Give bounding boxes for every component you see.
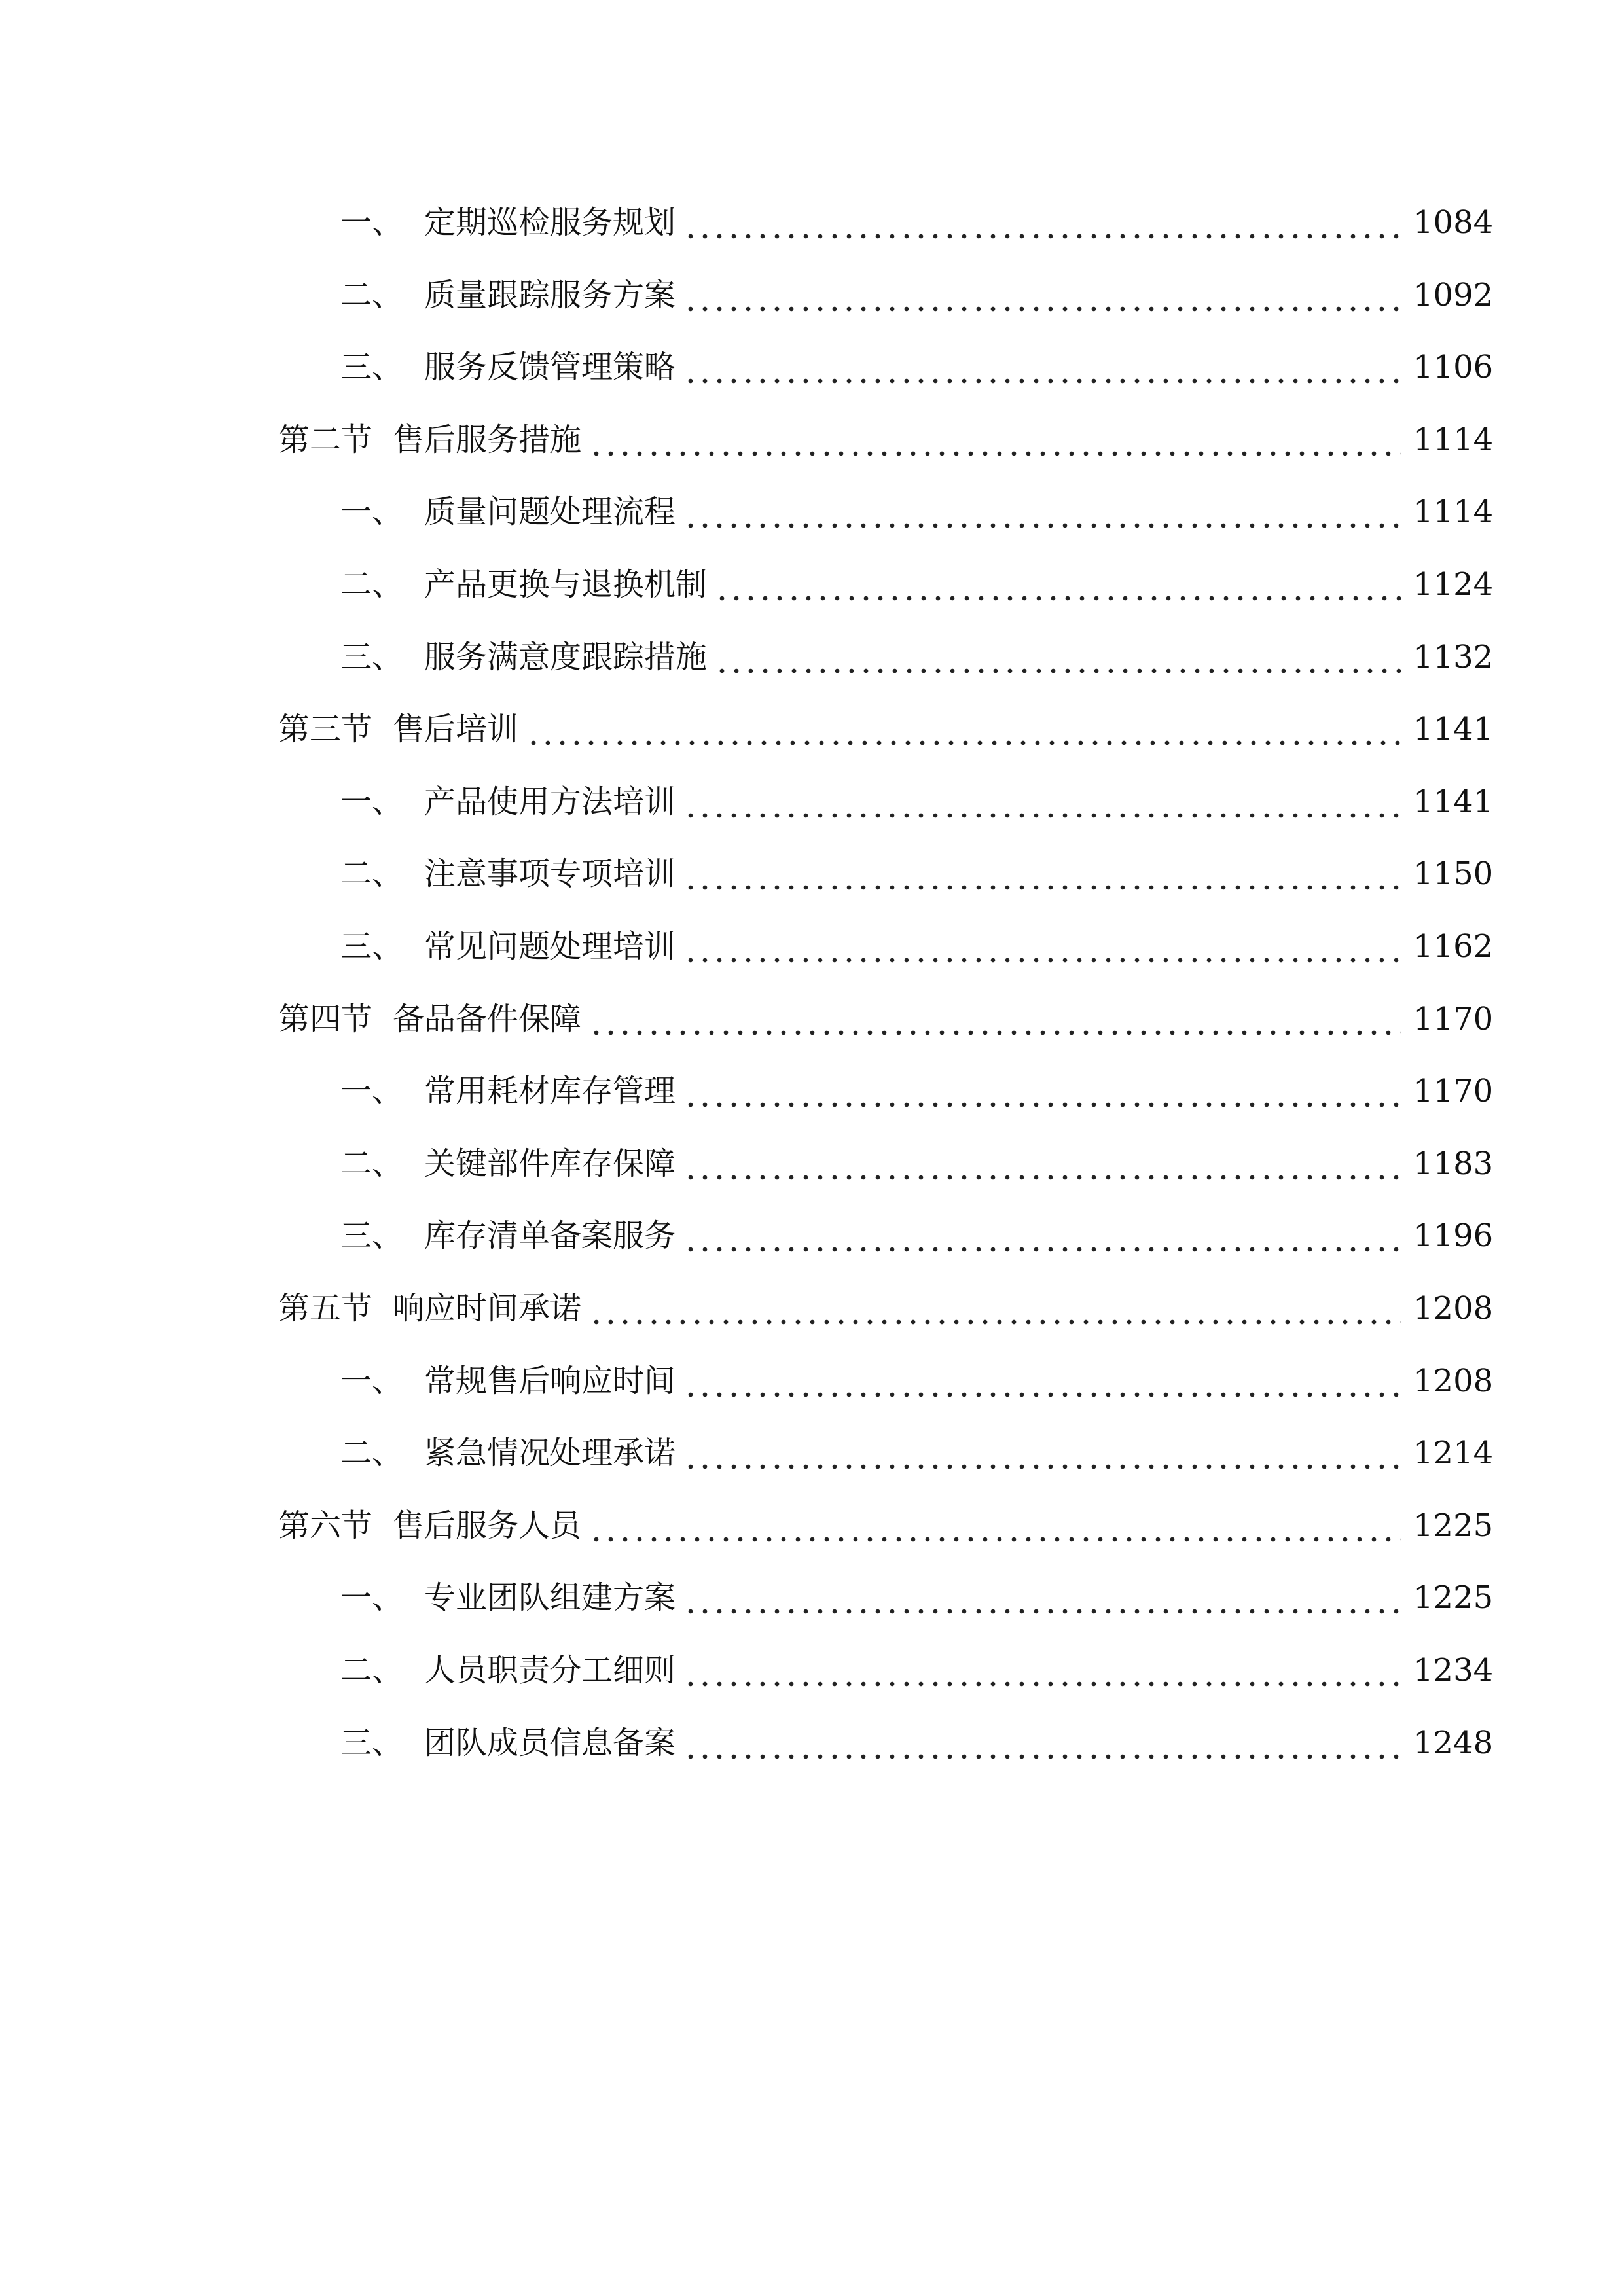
toc-subsection-entry[interactable]: [340, 841, 1494, 893]
toc-page-number: 1106: [1413, 349, 1494, 386]
toc-subsection-entry[interactable]: [340, 914, 1494, 966]
toc-dot-leader: [683, 1361, 1401, 1401]
toc-entry-marker: 一、: [340, 1579, 404, 1616]
toc-entry-marker: 三、: [340, 928, 404, 965]
toc-entry-title: 常用耗材库存管理: [424, 1073, 676, 1109]
toc-dot-leader: [683, 782, 1401, 821]
toc-entry-title: 专业团队组建方案: [424, 1579, 676, 1616]
toc-entry-marker: 二、: [340, 277, 404, 314]
toc-dot-leader: [683, 492, 1401, 531]
toc-subsection-entry[interactable]: [340, 552, 1494, 604]
toc-subsection-entry[interactable]: [340, 1565, 1494, 1617]
toc-entry-marker: 一、: [340, 204, 404, 241]
toc-page-number: 1092: [1413, 277, 1494, 314]
toc-entry-title: 服务满意度跟踪措施: [424, 639, 708, 675]
toc-entry-marker: 第二节: [278, 422, 373, 458]
toc-entry-title: 团队成员信息备案: [424, 1725, 676, 1761]
toc-entry-title: 响应时间承诺: [393, 1290, 582, 1327]
toc-dot-leader: [589, 1506, 1401, 1545]
toc-entry-marker: 二、: [340, 1145, 404, 1182]
toc-entry-marker: 第五节: [278, 1290, 373, 1327]
toc-page-number: 1124: [1413, 566, 1494, 603]
toc-subsection-entry[interactable]: [340, 1638, 1494, 1690]
toc-subsection-entry[interactable]: [340, 1710, 1494, 1763]
toc-entry-title: 注意事项专项培训: [424, 855, 676, 892]
toc-page-number: 1183: [1413, 1145, 1494, 1182]
toc-entry-marker: 一、: [340, 1363, 404, 1399]
toc-subsection-entry[interactable]: [340, 190, 1494, 242]
toc-entry-marker: 三、: [340, 1217, 404, 1254]
toc-dot-leader: [683, 1433, 1401, 1473]
toc-page-number: 1225: [1413, 1507, 1494, 1544]
toc-entry-title: 服务反馈管理策略: [424, 349, 676, 386]
toc-page-number: 1114: [1413, 493, 1494, 530]
toc-dot-leader: [683, 854, 1401, 893]
toc-entry-title: 售后服务措施: [393, 422, 582, 458]
toc-entry-marker: 三、: [340, 639, 404, 675]
toc-page-number: 1132: [1413, 639, 1494, 675]
toc-page-number: 1208: [1413, 1363, 1494, 1399]
toc-dot-leader: [683, 203, 1401, 242]
toc-dot-leader: [683, 1651, 1401, 1690]
toc-section-entry[interactable]: [278, 986, 1494, 1039]
toc-subsection-entry[interactable]: [340, 334, 1494, 387]
toc-page-number: 1114: [1413, 422, 1494, 458]
toc-dot-leader: [683, 1071, 1401, 1111]
toc-entry-title: 常见问题处理培训: [424, 928, 676, 965]
toc-entry-title: 常规售后响应时间: [424, 1363, 676, 1399]
toc-entry-title: 质量跟踪服务方案: [424, 277, 676, 314]
toc-entry-marker: 二、: [340, 855, 404, 892]
toc-page-number: 1141: [1413, 711, 1494, 747]
toc-entry-marker: 二、: [340, 1652, 404, 1689]
toc-entry-marker: 一、: [340, 783, 404, 820]
toc-entry-marker: 三、: [340, 349, 404, 386]
toc-dot-leader: [683, 1216, 1401, 1255]
toc-dot-leader: [683, 1144, 1401, 1183]
toc-entry-marker: 第六节: [278, 1507, 373, 1544]
toc-page-number: 1214: [1413, 1435, 1494, 1471]
toc-dot-leader: [715, 637, 1401, 677]
toc-subsection-entry[interactable]: [340, 262, 1494, 315]
toc-section-entry[interactable]: [278, 407, 1494, 459]
toc-entry-marker: 三、: [340, 1725, 404, 1761]
toc-entry-marker: 一、: [340, 1073, 404, 1109]
toc-entry-marker: 一、: [340, 493, 404, 530]
toc-subsection-entry[interactable]: [340, 769, 1494, 821]
toc-page-number: 1084: [1413, 204, 1494, 241]
toc-subsection-entry[interactable]: [340, 1348, 1494, 1401]
toc-entry-title: 售后培训: [393, 711, 519, 747]
toc-entry-title: 售后服务人员: [393, 1507, 582, 1544]
toc-page-number: 1225: [1413, 1579, 1494, 1616]
toc-page-number: 1234: [1413, 1652, 1494, 1689]
toc-dot-leader: [683, 348, 1401, 387]
toc-entry-title: 紧急情况处理承诺: [424, 1435, 676, 1471]
toc-page-number: 1170: [1413, 1001, 1494, 1037]
toc-entry-marker: 第三节: [278, 711, 373, 747]
toc-entry-title: 人员职责分工细则: [424, 1652, 676, 1689]
toc-subsection-entry[interactable]: [340, 1203, 1494, 1255]
toc-page-number: 1196: [1413, 1217, 1494, 1254]
toc-dot-leader: [683, 1578, 1401, 1617]
toc-entry-title: 产品更换与退换机制: [424, 566, 708, 603]
toc-dot-leader: [589, 999, 1401, 1039]
toc-dot-leader: [526, 709, 1401, 749]
toc-page-number: 1208: [1413, 1290, 1494, 1327]
toc-entry-marker: 二、: [340, 1435, 404, 1471]
toc-subsection-entry[interactable]: [340, 1058, 1494, 1111]
toc-page-number: 1162: [1413, 928, 1494, 965]
toc-entry-title: 质量问题处理流程: [424, 493, 676, 530]
toc-entry-title: 备品备件保障: [393, 1001, 582, 1037]
toc-page-number: 1150: [1413, 855, 1494, 892]
toc-dot-leader: [589, 1289, 1401, 1328]
toc-dot-leader: [683, 276, 1401, 315]
toc-section-entry[interactable]: [278, 1493, 1494, 1545]
toc-dot-leader: [589, 420, 1401, 459]
toc-entry-marker: 二、: [340, 566, 404, 603]
toc-page-number: 1170: [1413, 1073, 1494, 1109]
toc-entry-title: 产品使用方法培训: [424, 783, 676, 820]
toc-dot-leader: [683, 927, 1401, 966]
toc-entry-marker: 第四节: [278, 1001, 373, 1037]
toc-subsection-entry[interactable]: [340, 1131, 1494, 1183]
toc-subsection-entry[interactable]: [340, 1420, 1494, 1473]
toc-dot-leader: [715, 565, 1401, 604]
toc-entry-title: 库存清单备案服务: [424, 1217, 676, 1254]
toc-entry-title: 关键部件库存保障: [424, 1145, 676, 1182]
toc-entry-title: 定期巡检服务规划: [424, 204, 676, 241]
toc-page-number: 1248: [1413, 1725, 1494, 1761]
toc-section-entry[interactable]: [278, 696, 1494, 749]
toc-subsection-entry[interactable]: [340, 624, 1494, 677]
toc-dot-leader: [683, 1723, 1401, 1763]
toc-section-entry[interactable]: [278, 1276, 1494, 1328]
toc-page-number: 1141: [1413, 783, 1494, 820]
toc-subsection-entry[interactable]: [340, 479, 1494, 531]
